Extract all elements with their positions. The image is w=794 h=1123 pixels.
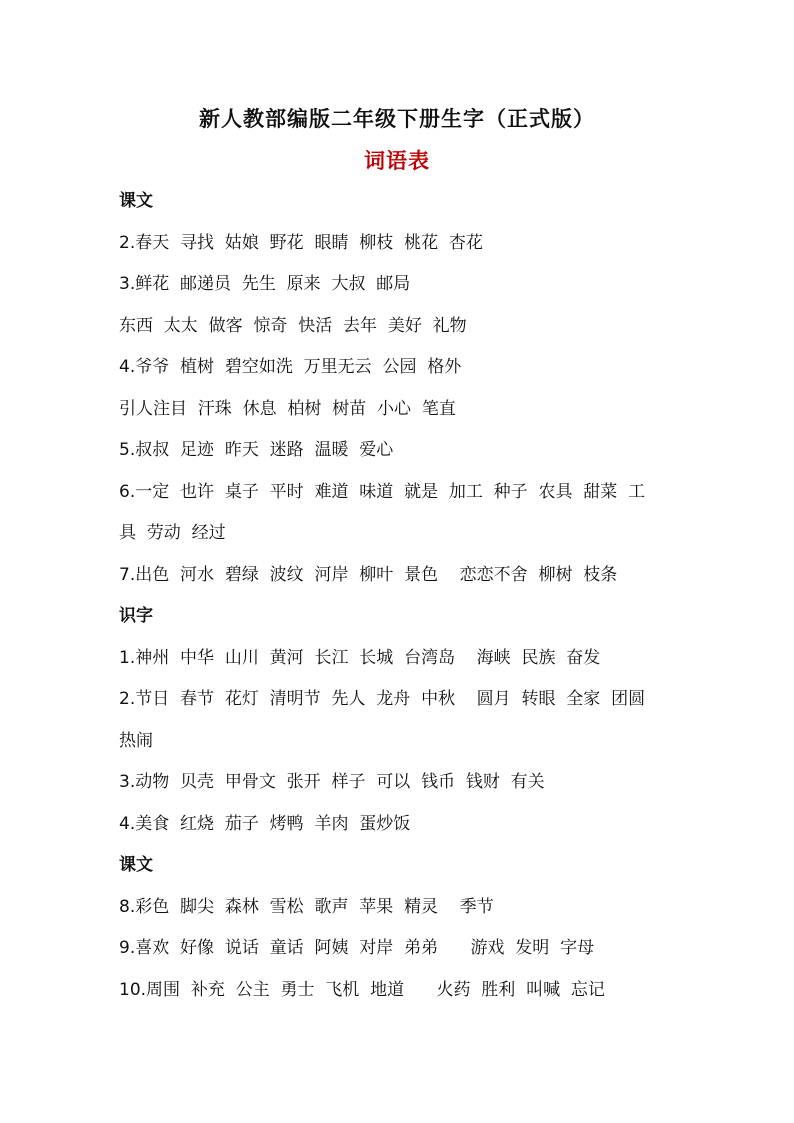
section-heading-shizi: 识字 [119, 606, 153, 626]
word-line: 东西 太太 做客 惊奇 快活 去年 美好 礼物 [119, 316, 467, 336]
word-line: 6.一定 也许 桌子 平时 难道 味道 就是 加工 种子 农具 甜菜 工 [119, 482, 646, 502]
word-line: 具 劳动 经过 [119, 523, 226, 543]
word-line: 5.叔叔 足迹 昨天 迷路 温暖 爱心 [119, 440, 394, 460]
word-line: 7.出色 河水 碧绿 波纹 河岸 柳叶 景色 恋恋不舍 柳树 枝条 [119, 565, 618, 585]
word-line: 4.爷爷 植树 碧空如洗 万里无云 公园 格外 [119, 357, 462, 377]
word-line: 2.春天 寻找 姑娘 野花 眼睛 柳枝 桃花 杏花 [119, 233, 483, 253]
section-heading-kewen-1: 课文 [119, 191, 153, 211]
word-line: 2.节日 春节 花灯 清明节 先人 龙舟 中秋 圆月 转眼 全家 团圆 [119, 689, 646, 709]
word-line: 1.神州 中华 山川 黄河 长江 长城 台湾岛 海峡 民族 奋发 [119, 648, 601, 668]
section-heading-kewen-2: 课文 [119, 855, 153, 875]
word-line: 9.喜欢 好像 说话 童话 阿姨 对岸 弟弟 游戏 发明 字母 [119, 938, 595, 958]
page-subtitle: 词语表 [364, 148, 430, 173]
word-line: 3.动物 贝壳 甲骨文 张开 样子 可以 钱币 钱财 有关 [119, 772, 545, 792]
word-line: 4.美食 红烧 茄子 烤鸭 羊肉 蛋炒饭 [119, 814, 411, 834]
word-line: 8.彩色 脚尖 森林 雪松 歌声 苹果 精灵 季节 [119, 897, 494, 917]
word-line: 3.鲜花 邮递员 先生 原来 大叔 邮局 [119, 274, 411, 294]
word-line: 热闹 [119, 731, 153, 751]
word-line: 10.周围 补充 公主 勇士 飞机 地道 火药 胜利 叫喊 忘记 [119, 980, 605, 1000]
page-title: 新人教部编版二年级下册生字（正式版） [199, 106, 595, 131]
word-line: 引人注目 汗珠 休息 柏树 树苗 小心 笔直 [119, 399, 456, 419]
